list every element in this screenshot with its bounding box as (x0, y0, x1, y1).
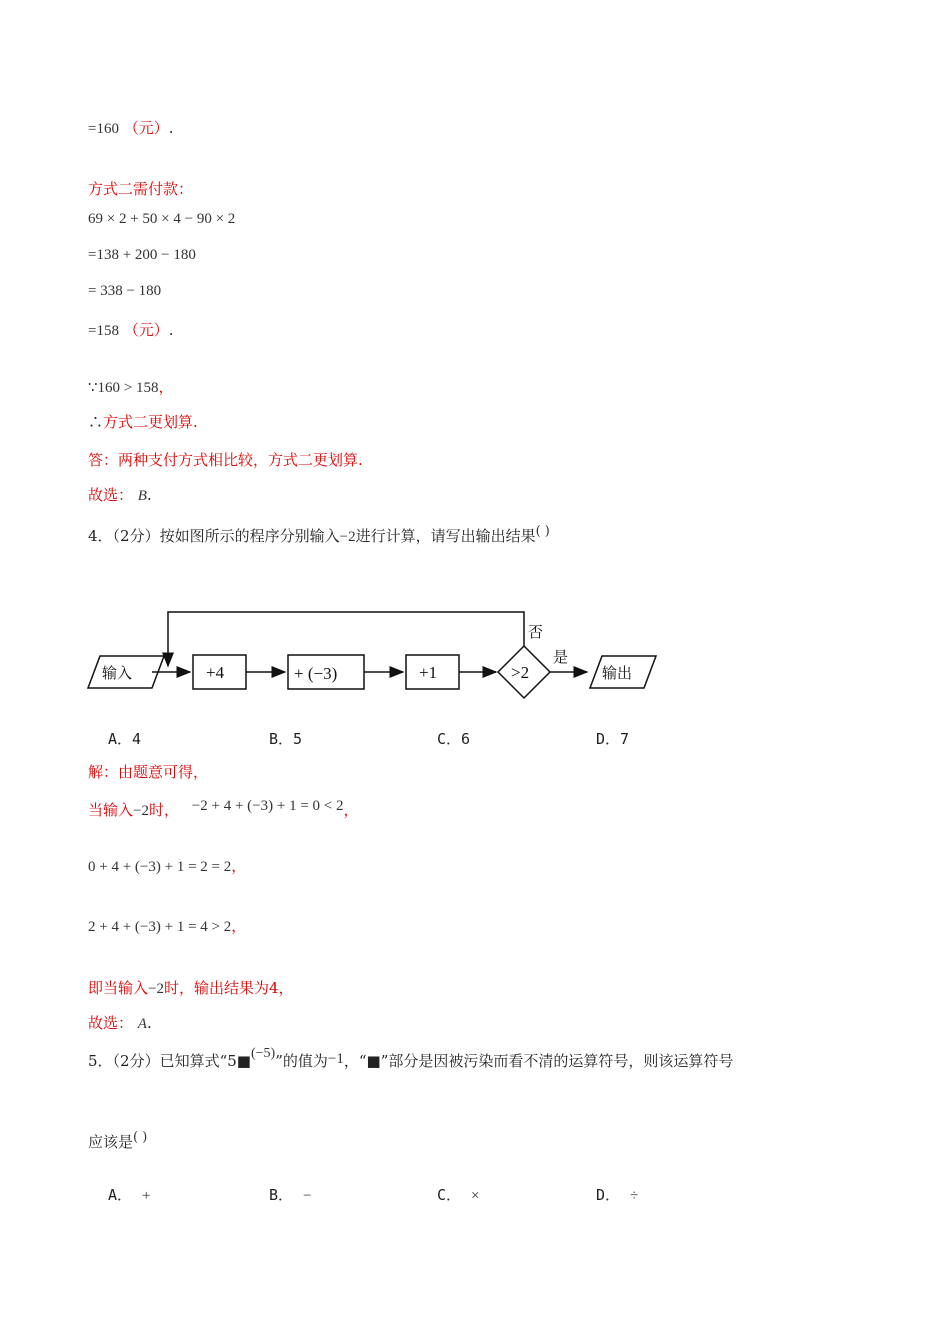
flow-box-add1-label: +1 (419, 663, 438, 682)
flow-loop-line (168, 612, 524, 666)
q4-answer-paren: ( ) (535, 524, 550, 539)
q4-flowchart (80, 600, 680, 710)
q5-text-line2: 应该是 (88, 1133, 134, 1151)
q3-total2: =158 (88, 323, 119, 339)
q4-option-c[interactable]: C．6 (437, 730, 471, 748)
q4-solution-intro: 解：由题意可得， (88, 763, 209, 781)
q4-option-b-key: B (269, 730, 279, 748)
q4-conclusion-b: 时，输出结果为4， (163, 979, 294, 997)
q4-when-text: 当输入 (88, 801, 134, 819)
q5-number: 5． (88, 1052, 113, 1070)
q4-score: （2分） (112, 527, 160, 545)
q5-question-line2 (88, 1128, 147, 1152)
q5-answer-paren: ( ) (133, 1130, 148, 1145)
flow-output-label: 输出 (602, 666, 633, 682)
q3-answer: 答：两种支付方式相比较，方式二更划算. (88, 451, 363, 469)
q4-step3-line (88, 916, 246, 937)
q3-period: . (168, 119, 174, 137)
q5-option-a[interactable]: A． + (108, 1186, 151, 1204)
q3-because-comma: ， (158, 378, 174, 396)
q4-when-value: −2 (133, 803, 149, 819)
q4-text-after: 进行计算，请写出输出结果 (355, 527, 536, 545)
q4-option-c-key: C (437, 730, 447, 748)
q4-step2-comma: ， (231, 857, 247, 875)
q5-option-c-key: C (437, 1186, 447, 1204)
q4-conclusion-line (88, 978, 294, 999)
q4-step2: 0 + 4 + (−3) + 1 = 2 = 2 (88, 859, 232, 875)
q5-option-c[interactable]: C． × (437, 1186, 480, 1204)
q4-conclusion-value: −2 (148, 981, 164, 997)
q4-step3-comma: ， (231, 917, 247, 935)
q3-therefore-text: 方式二更划算. (103, 413, 198, 431)
q5-option-a-key: A (108, 1186, 118, 1204)
q4-option-a-key: A (108, 730, 118, 748)
q5-score: （2分） (112, 1052, 160, 1070)
q3-therefore-symbol: ∴ (88, 413, 104, 431)
q5-option-a-value: + (142, 1188, 151, 1204)
q4-option-b-value: 5 (293, 730, 303, 748)
q5-option-c-value: × (471, 1188, 480, 1204)
q4-option-d-key: D (596, 730, 606, 748)
q4-input-value: −2 (339, 529, 356, 545)
q5-option-d-key: D (596, 1186, 606, 1204)
q4-choose-end: . (146, 1014, 152, 1032)
q4-option-c-value: 6 (461, 730, 471, 748)
q5-text-a: 已知算式“5■ (159, 1052, 251, 1070)
flow-box-add4-label: +4 (206, 663, 225, 682)
q3-total2-line (88, 320, 174, 341)
q4-text-before: 按如图所示的程序分别输入 (159, 527, 340, 545)
q3-period-2: . (168, 321, 174, 339)
q3-because-line (88, 377, 174, 398)
q3-total1: =160 (88, 121, 119, 137)
q3-choose-end: . (146, 486, 152, 504)
q5-text-b: ”的值为 (275, 1052, 328, 1070)
q3-expr3: = 338 − 180 (88, 283, 162, 299)
flow-condition-label: >2 (511, 663, 530, 682)
q4-step1: −2 + 4 + (−3) + 1 = 0 < 2 (191, 798, 344, 814)
q5-option-d-value: ÷ (630, 1188, 639, 1204)
q4-choose-value: A (137, 1016, 147, 1032)
flow-input-label: 输入 (102, 666, 133, 682)
q4-option-b[interactable]: B．5 (269, 730, 303, 748)
q3-unit-2: （元） (123, 321, 169, 339)
q5-option-b-value: − (303, 1188, 312, 1204)
q3-unit: （元） (123, 119, 169, 137)
q4-option-a[interactable]: A．4 (108, 730, 142, 748)
q3-choose-value: B (137, 488, 147, 504)
flow-no-label: 否 (528, 625, 544, 641)
q4-option-a-value: 4 (132, 730, 142, 748)
q5-option-b[interactable]: B． − (269, 1186, 312, 1204)
q4-when-suffix: 时， (148, 801, 179, 819)
q4-choose-label: 故选： (88, 1014, 134, 1032)
flow-yes-label: 是 (553, 650, 569, 666)
q3-expr2: =138 + 200 − 180 (88, 247, 196, 263)
q4-step2-line (88, 856, 246, 877)
q4-step3: 2 + 4 + (−3) + 1 = 4 > 2 (88, 919, 232, 935)
q5-option-b-key: B (269, 1186, 279, 1204)
q5-superscript: (−5) (250, 1046, 276, 1061)
q3-choose-line (88, 485, 152, 506)
q4-option-d-value: 7 (620, 730, 630, 748)
q5-option-d[interactable]: D． ÷ (596, 1186, 639, 1204)
q5-value: −1 (327, 1051, 344, 1067)
q4-option-d[interactable]: D．7 (596, 730, 630, 748)
q4-solution-when-line (88, 800, 359, 821)
q4-step1-comma: ， (343, 801, 359, 819)
q4-question (88, 522, 550, 547)
flow-box-add-neg3-label: + (−3) (294, 664, 338, 683)
q3-therefore-line (88, 412, 198, 432)
q4-number: 4． (88, 527, 113, 545)
q3-method2-label: 方式二需付款： (88, 180, 194, 198)
q3-expr1: 69 × 2 + 50 × 4 − 90 × 2 (88, 211, 236, 227)
q5-text-c: ，“■”部分是因被污染而看不清的运算符号，则该运算符号 (343, 1052, 734, 1070)
q3-total1-line (88, 118, 174, 139)
q4-conclusion-a: 即当输入 (88, 979, 149, 997)
q4-choose-line (88, 1013, 152, 1034)
q3-because: ∵160 > 158 (88, 380, 159, 396)
q5-question (88, 1046, 734, 1073)
q3-choose-label: 故选： (88, 486, 134, 504)
